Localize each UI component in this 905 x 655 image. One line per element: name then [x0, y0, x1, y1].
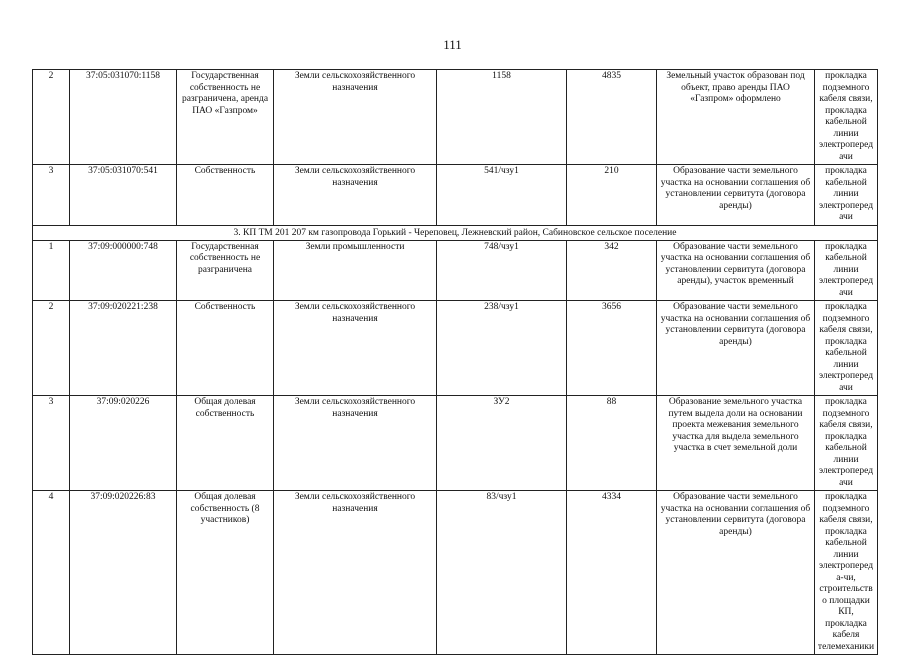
ownership-type: Государственная собственность не разграничена — [177, 240, 274, 301]
ownership-type: Собственность — [177, 301, 274, 396]
cadastral-number: 37:05:031070:541 — [70, 165, 177, 226]
land-category: Земли сельскохозяйственного назначения — [274, 165, 437, 226]
page-number: 111 — [443, 37, 462, 52]
plot-designation: 748/чзу1 — [437, 240, 567, 301]
formation-note: Земельный участок образован под объект, право аренды ПАО «Газпром» оформлено — [657, 70, 815, 165]
ownership-type: Общая долевая собственность — [177, 396, 274, 491]
plot-designation: 541/чзу1 — [437, 165, 567, 226]
table-row — [33, 301, 878, 396]
cadastral-number: 37:09:020221:238 — [70, 301, 177, 396]
section-title: 3. КП ТМ 201 207 км газопровода Горький - Череповец, Лежневский район, Сабиновское сельское поселение — [33, 225, 878, 240]
land-category: Земли промышленности — [274, 240, 437, 301]
usage-purpose: прокладка подземного кабеля связи, прокладка кабельной линии электропередачи — [815, 70, 878, 165]
cadastral-number: 37:09:020226 — [70, 396, 177, 491]
land-plots-table — [32, 69, 878, 655]
plot-area: 210 — [567, 165, 657, 226]
usage-purpose: прокладка кабельной линии электропередачи — [815, 165, 878, 226]
cadastral-number: 37:09:000000:748 — [70, 240, 177, 301]
formation-note: Образование части земельного участка на основании соглашения об установлении сервитута (договора аренды), участок временный — [657, 240, 815, 301]
row-number: 2 — [33, 301, 70, 396]
section-header-row — [33, 225, 878, 240]
ownership-type: Собственность — [177, 165, 274, 226]
plot-area: 342 — [567, 240, 657, 301]
land-category: Земли сельскохозяйственного назначения — [274, 396, 437, 491]
row-number: 3 — [33, 165, 70, 226]
plot-designation: ЗУ2 — [437, 396, 567, 491]
row-number: 2 — [33, 70, 70, 165]
table-row — [33, 240, 878, 301]
table-row — [33, 396, 878, 491]
plot-area: 4835 — [567, 70, 657, 165]
land-category: Земли сельскохозяйственного назначения — [274, 491, 437, 655]
plot-designation: 1158 — [437, 70, 567, 165]
plot-area: 88 — [567, 396, 657, 491]
cadastral-number: 37:05:031070:1158 — [70, 70, 177, 165]
table-row — [33, 165, 878, 226]
plot-area: 4334 — [567, 491, 657, 655]
usage-purpose: прокладка подземного кабеля связи, прокладка кабельной линии электропередачи — [815, 396, 878, 491]
table-row — [33, 491, 878, 655]
ownership-type: Общая долевая собственность (8 участников) — [177, 491, 274, 655]
formation-note: Образование части земельного участка на основании соглашения об установлении сервитута (договора аренды) — [657, 491, 815, 655]
formation-note: Образование части земельного участка на основании соглашения об установлении сервитута (договора аренды) — [657, 165, 815, 226]
formation-note: Образование земельного участка путем выдела доли на основании проекта межевания земельного участка для выдела земельного участка в счет земельной доли — [657, 396, 815, 491]
plot-area: 3656 — [567, 301, 657, 396]
land-category: Земли сельскохозяйственного назначения — [274, 301, 437, 396]
plot-designation: 83/чзу1 — [437, 491, 567, 655]
land-category: Земли сельскохозяйственного назначения — [274, 70, 437, 165]
formation-note: Образование части земельного участка на основании соглашения об установлении сервитута (договора аренды) — [657, 301, 815, 396]
row-number: 1 — [33, 240, 70, 301]
plot-designation: 238/чзу1 — [437, 301, 567, 396]
row-number: 3 — [33, 396, 70, 491]
usage-purpose: прокладка подземного кабеля связи, прокладка кабельной линии электропередачи — [815, 301, 878, 396]
usage-purpose: прокладка кабельной линии электропередачи — [815, 240, 878, 301]
ownership-type: Государственная собственность не разграничена, аренда ПАО «Газпром» — [177, 70, 274, 165]
row-number: 4 — [33, 491, 70, 655]
usage-purpose: прокладка подземного кабеля связи, прокладка кабельной линии электропереда-чи, строительство площадки КП, прокладка кабеля телемеханики — [815, 491, 878, 655]
table-row — [33, 70, 878, 165]
cadastral-number: 37:09:020226:83 — [70, 491, 177, 655]
